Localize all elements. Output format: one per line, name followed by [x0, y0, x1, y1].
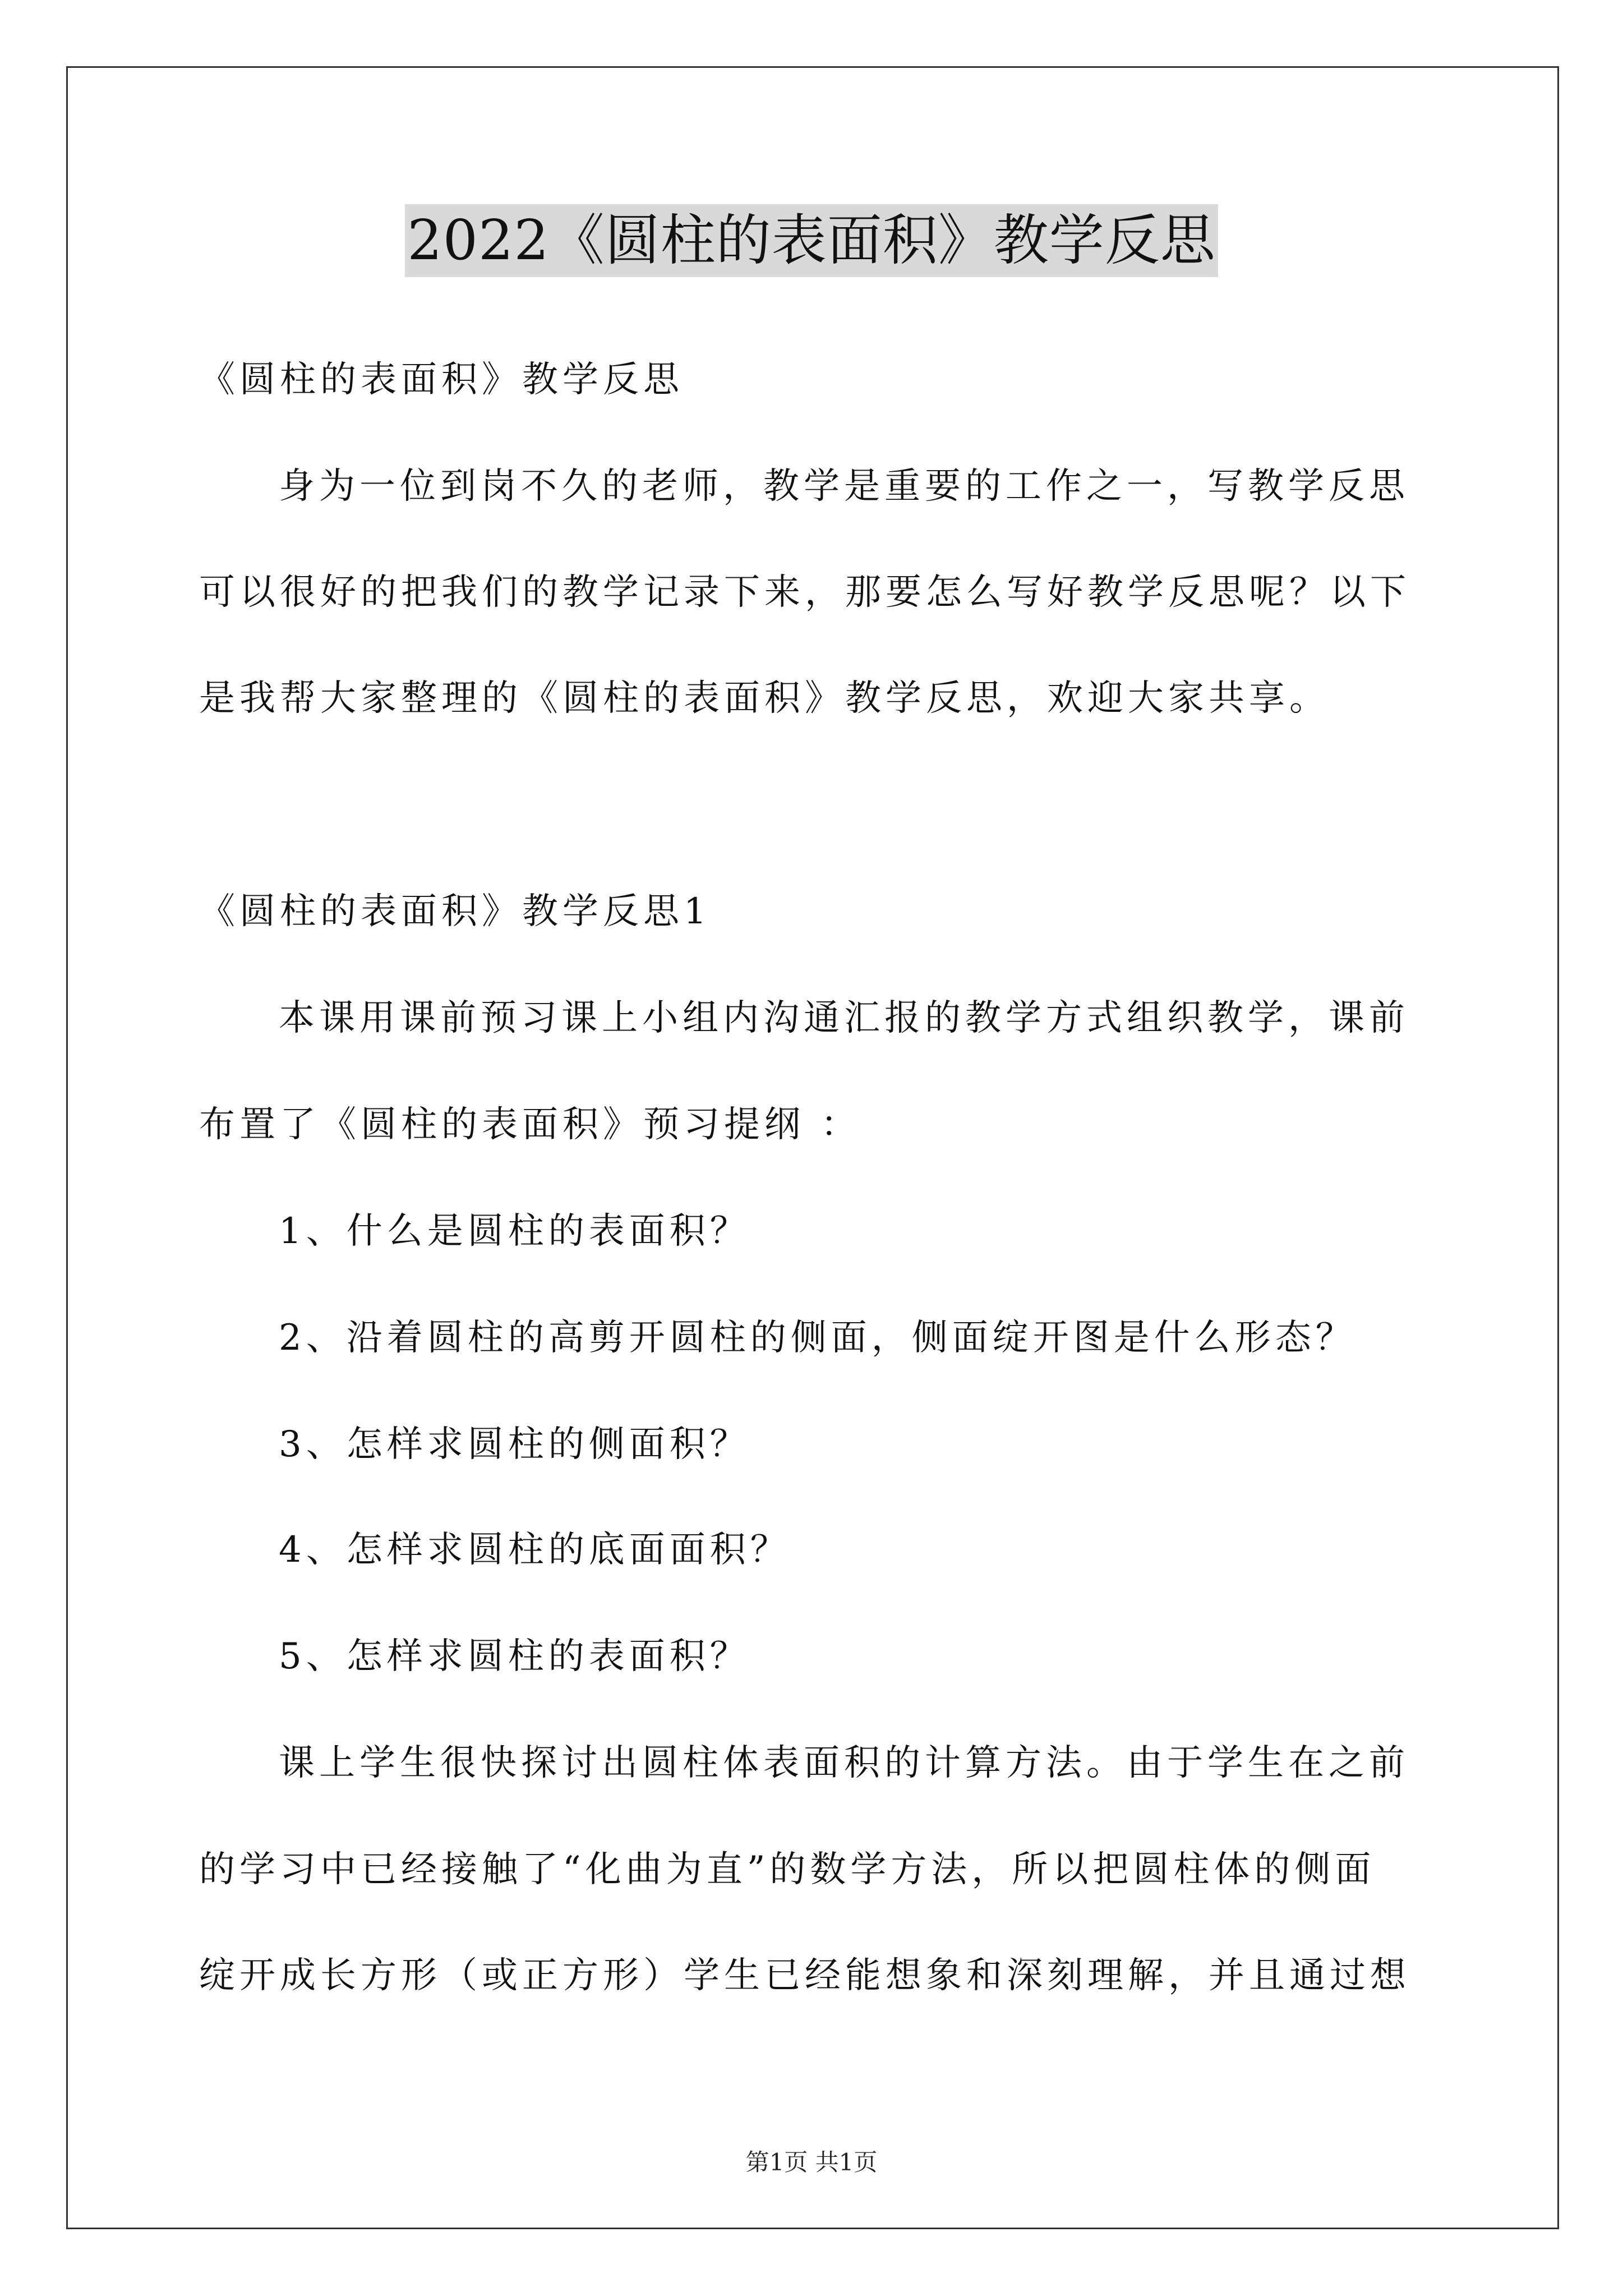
paragraph-line: 绽开成长方形（或正方形）学生已经能想象和深刻理解，并且通过想	[199, 1955, 1410, 1996]
section-heading: 《圆柱的表面积》教学反思1	[199, 891, 711, 932]
list-item: 1、什么是圆柱的表面积？	[279, 1211, 750, 1252]
document-title	[0, 204, 1623, 277]
list-item: 3、怎样求圆柱的侧面积？	[279, 1424, 750, 1465]
list-item: 5、怎样求圆柱的表面积？	[279, 1636, 750, 1677]
paragraph-line: 布置了《圆柱的表面积》预习提纲 ：	[199, 1104, 861, 1145]
subtitle-line: 《圆柱的表面积》教学反思	[199, 359, 684, 401]
paragraph-line: 是我帮大家整理的《圆柱的表面积》教学反思，欢迎大家共享。	[199, 678, 1330, 719]
document-title-text: 2022《圆柱的表面积》教学反思	[405, 204, 1218, 277]
paragraph-line: 课上学生很快探讨出圆柱体表面积的计算方法。由于学生在之前	[279, 1742, 1409, 1784]
paragraph-line: 身为一位到岗不久的老师，教学是重要的工作之一，写教学反思	[279, 466, 1409, 507]
list-item: 2、沿着圆柱的高剪开圆柱的侧面，侧面绽开图是什么形态？	[279, 1317, 1356, 1359]
page-footer: 第1页 共1页	[745, 2148, 878, 2176]
list-item: 4、怎样求圆柱的底面面积？	[279, 1529, 791, 1571]
paragraph-line: 本课用课前预习课上小组内沟通汇报的教学方式组织教学，课前	[279, 997, 1409, 1039]
paragraph-line: 可以很好的把我们的教学记录下来，那要怎么写好教学反思呢？以下	[199, 572, 1410, 613]
paragraph-line: 的学习中已经接触了“化曲为直”的数学方法，所以把圆柱体的侧面	[199, 1849, 1376, 1890]
